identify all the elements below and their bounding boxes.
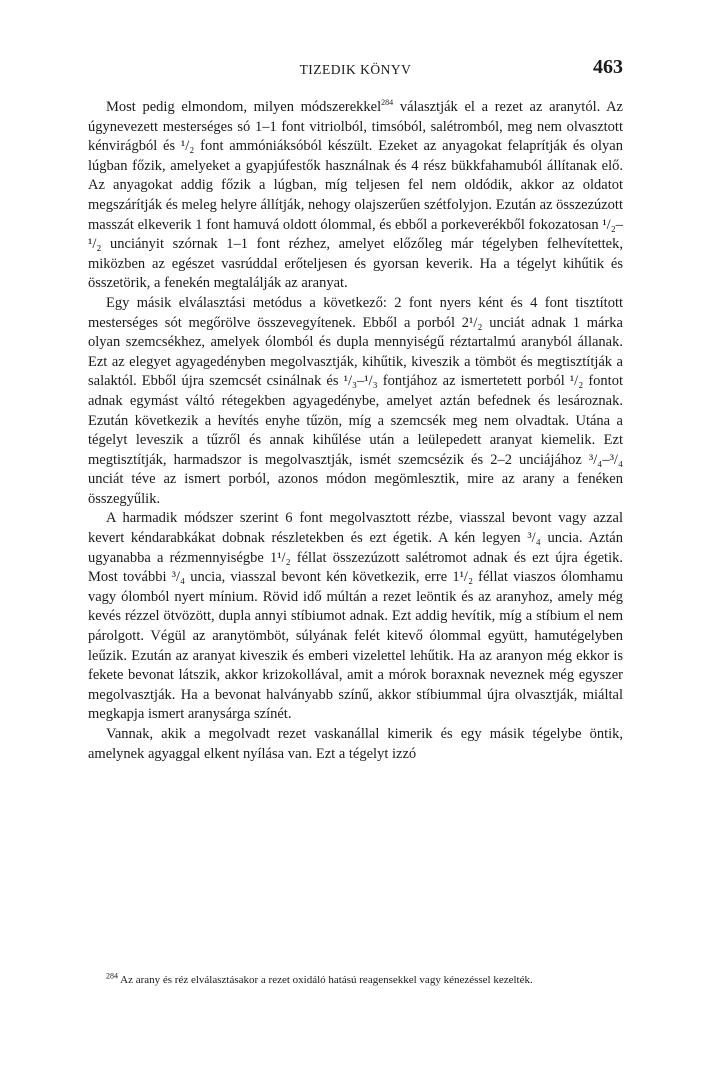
paragraph-1-rest: választják el a rezet az aranytól. Az úgynevezett mesterséges só 1–1 font vitriolból, timsóból, salétromból, meg nem olvasztott kénvirágból és ¹/₂ font ammóniáksóból készült. Ezeket az anyagokat felaprítják és olyan lúgban főzik, amelyeket a gyapjúfestők használnak és 4 rész bükkfahamuból állítanak elő. Az anyagokat addig főzik a lúgban, míg teljesen fel nem oldódik, akkor az oldatot megszárítják és meleg helyre állítják, nehogy olajszerűen szétfolyjon. Ezután az összezúzott masszát elkeverik 1 font hamuvá oldott ólommal, és ebből a porkeverékből fokozatosan ¹/₂–¹/₂ unciányit szórnak 1–1 font rézhez, amelyet előzőleg már tégelyben felhevítettek, miközben az egészet vasrúddal erőteljesen és gyorsan keverik. Ha a tégelyt kihűtik és összetörik, a fenekén megtalálják az aranyat. (88, 99, 623, 292)
footnote-text: Az arany és réz elválasztásakor a rezet oxidáló hatású reagensekkel vagy kénezéssel kezelték. (118, 974, 533, 986)
footnote (88, 972, 623, 989)
running-title: TIZEDIK KÖNYV (299, 62, 412, 77)
paragraph-1 (88, 98, 623, 294)
body-text (88, 98, 623, 764)
paragraph-1-start: Most pedig elmondom, milyen módszerekkel (106, 99, 382, 115)
footnote-number: 284 (106, 971, 118, 981)
page-header (88, 58, 623, 86)
paragraph-3: A harmadik módszer szerint 6 font megolvasztott rézbe, viasszal bevont vagy azzal kevert kéndarabkákat dobnak részletekben és ezt égetik. A kén legyen ³/₄ uncia. Aztán ugyanabba a rézmennyiségbe 1¹/₂ féllat összezúzott salétromot adnak és ezt újra égetik. Most további ³/₄ uncia, viasszal bevont kén következik, erre 1¹/₂ féllat viaszos ólomhamu vagy ólomból nyert mínium. Rövid idő múltán a rezet leöntik és az aranyhoz, amely még kevés rézzel ötvözött, dupla annyi stíbiumot adnak. Ezt addig hevítik, míg a stíbium el nem párolgott. Végül az aranytömböt, súlyának felét kitevő ólommal együtt, hamutégelyben leűzik. Ezután az aranyat kiveszik és emberi vizelettel lehűtik. Ha az aranyon még ekkor is fekete bevonat látszik, akkor krizokollával, amit a mórok boraxnak neveznek még egyszer megolvasztják. Ha a bevonat halványabb színű, akkor stíbiummal újra olvasztják, miáltal megkapja ismert aranysárga színét. (88, 510, 623, 723)
page-number: 463 (593, 56, 623, 78)
paragraph-4: Vannak, akik a megolvadt rezet vaskanállal kimerik és egy másik tégelybe öntik, amelynek agyaggal elkent nyílása van. Ezt a tégelyt izzó (88, 726, 623, 762)
footnote-reference: 284 (381, 98, 394, 108)
paragraph-2: Egy másik elválasztási metódus a következő: 2 font nyers ként és 4 font tisztított mesterséges sót megőrölve összevegyítenek. Ebből a porból 2¹/₂ unciát adnak 1 márka olyan szemcsékhez, amelyek ólomból és dupla mennyiségű réztartalmú aranyból állanak. Ezt az elegyet agyagedényben megolvasztják, kihűtik, kiveszik a tömböt és megtisztítják a salaktól. Ebből újra szemcsét csinálnak és ¹/₃–¹/₃ fontjához az ismertetett porból ¹/₂ fontot adnak egymást váltó rétegekben agyagedénybe, amelyet aztán befednek és lesároznak. Ezután következik a hevítés enyhe tűzön, míg a szemcsék meg nem olvadtak. Utána a tégelyt leveszik a tűzről és annak kihűlése után a leülepedett aranyat kiemelik. Ezt megtisztítják, harmadszor is megolvasztják, ismét szemcsézik és 2–2 unciájához ³/₄–³/₄ unciát téve az ismert porból, azonos módon megömlesztik, mire az arany a fenéken összegyűlik. (88, 294, 623, 507)
